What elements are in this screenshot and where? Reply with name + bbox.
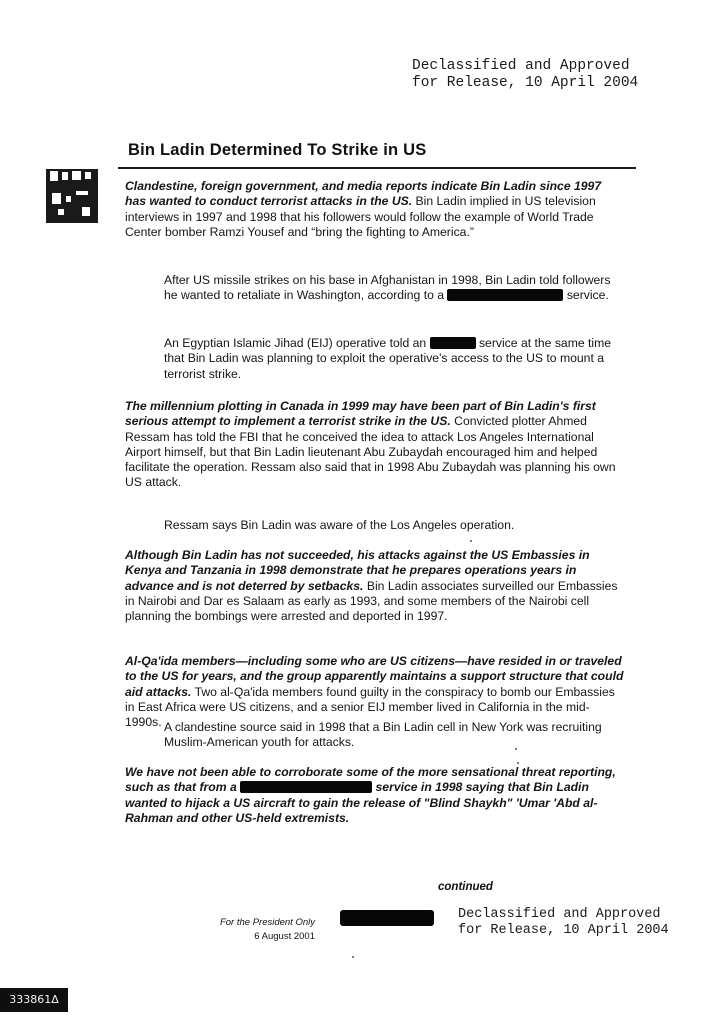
paragraph-8-text: A clandestine source said in 1998 that a Bin Ladin cell in New York was recruiting Muslim-American youth for attacks. bbox=[164, 720, 602, 750]
scan-speck bbox=[470, 540, 472, 542]
paragraph-5 bbox=[164, 518, 616, 533]
scan-speck bbox=[352, 956, 354, 958]
page-title: Bin Ladin Determined To Strike in US bbox=[128, 141, 427, 159]
title-rule bbox=[118, 167, 636, 169]
scan-speck bbox=[517, 762, 519, 764]
redaction-bar bbox=[447, 289, 563, 301]
paragraph-4 bbox=[125, 399, 625, 491]
paragraph-7 bbox=[125, 654, 625, 730]
paragraph-8 bbox=[164, 720, 616, 751]
classification-mark-icon bbox=[44, 163, 102, 225]
footer-line2: 6 August 2001 bbox=[254, 931, 315, 942]
paragraph-6-body: Bin Ladin associates surveilled our Embassies in Nairobi and Dar es Salaam as early as 1993, and some members of the Nairobi cell planning the bombings were arrested and deported in 1997. bbox=[125, 578, 618, 624]
paragraph-3 bbox=[164, 336, 616, 382]
scan-speck bbox=[515, 748, 517, 750]
stamp-bottom-line2: for Release, 10 April 2004 bbox=[458, 923, 669, 938]
paragraph-9-after: service in 1998 saying that Bin Ladin wanted to hijack a US aircraft to gain the release of "Blind Shaykh" 'Umar 'Abd al-Rahman and other US-held extremists. bbox=[125, 780, 598, 825]
paragraph-2-before: After US missile strikes on his base in Afghanistan in 1998, Bin Ladin told followers he wanted to retaliate in Washington, according to a bbox=[164, 273, 611, 303]
paragraph-2-after: service. bbox=[566, 288, 609, 303]
photo-id-tag: 333861Δ bbox=[0, 988, 68, 1012]
paragraph-9-before: We have not been able to corroborate some of the more sensational threat reporting, such as that from a bbox=[125, 765, 616, 795]
stamp-bottom-line1: Declassified and Approved bbox=[458, 907, 661, 922]
paragraph-5-text: Ressam says Bin Ladin was aware of the Los Angeles operation. bbox=[164, 518, 515, 532]
paragraph-4-lead: The millennium plotting in Canada in 1999 may have been part of Bin Ladin's first serious attempt to implement a terrorist strike in the US. bbox=[125, 399, 596, 429]
redaction-bar bbox=[430, 337, 476, 349]
paragraph-9 bbox=[125, 765, 625, 826]
paragraph-3-before: An Egyptian Islamic Jihad (EIJ) operative told an bbox=[164, 336, 427, 350]
paragraph-2 bbox=[164, 273, 616, 304]
paragraph-7-lead: Al-Qa'ida members—including some who are US citizens—have resided in or traveled to the US for years, and the group apparently maintains a support structure that could aid attacks. bbox=[125, 654, 624, 699]
stamp-top-line2: for Release, 10 April 2004 bbox=[412, 75, 639, 91]
paragraph-6-lead: Although Bin Ladin has not succeeded, his attacks against the US Embassies in Kenya and Tanzania in 1998 demonstrate that he prepares operations years in advance and is not deterred by setbacks. bbox=[125, 548, 590, 593]
continued-label: continued bbox=[438, 881, 493, 893]
paragraph-6 bbox=[125, 548, 625, 624]
paragraph-1-body: Bin Ladin implied in US television interviews in 1997 and 1998 that his followers would follow the example of World Trade Center bomber Ramzi Yousef and “bring the fighting to America.” bbox=[125, 194, 596, 239]
declassified-stamp-bottom bbox=[458, 907, 718, 939]
declassified-stamp-top bbox=[412, 58, 712, 92]
footer-distribution bbox=[195, 916, 315, 944]
footer-line1: For the President Only bbox=[219, 917, 315, 928]
paragraph-1 bbox=[125, 179, 625, 240]
redaction-bar bbox=[240, 781, 372, 793]
paragraph-3-after: service at the same time that Bin Ladin was planning to exploit the operative's access to the US to mount a terrorist strike. bbox=[164, 336, 612, 381]
paragraph-1-lead: Clandestine, foreign government, and media reports indicate Bin Ladin since 1997 has wanted to conduct terrorist attacks in the US. bbox=[125, 179, 602, 209]
redaction-bar bbox=[340, 910, 434, 926]
paragraph-7-body: Two al-Qa'ida members found guilty in the conspiracy to bomb our Embassies in East Africa were US citizens, and a senior EIJ member lived in California in the mid-1990s. bbox=[125, 684, 615, 730]
stamp-top-line1: Declassified and Approved bbox=[412, 58, 630, 74]
paragraph-4-body: Convicted plotter Ahmed Ressam has told the FBI that he conceived the idea to attack Los Angeles International Airport himself, but that Bin Ladin lieutenant Abu Zubaydah encouraged him and helped facilitate the operation. Ressam also said that in 1998 Abu Zubaydah was planning his own US attack. bbox=[125, 414, 616, 490]
